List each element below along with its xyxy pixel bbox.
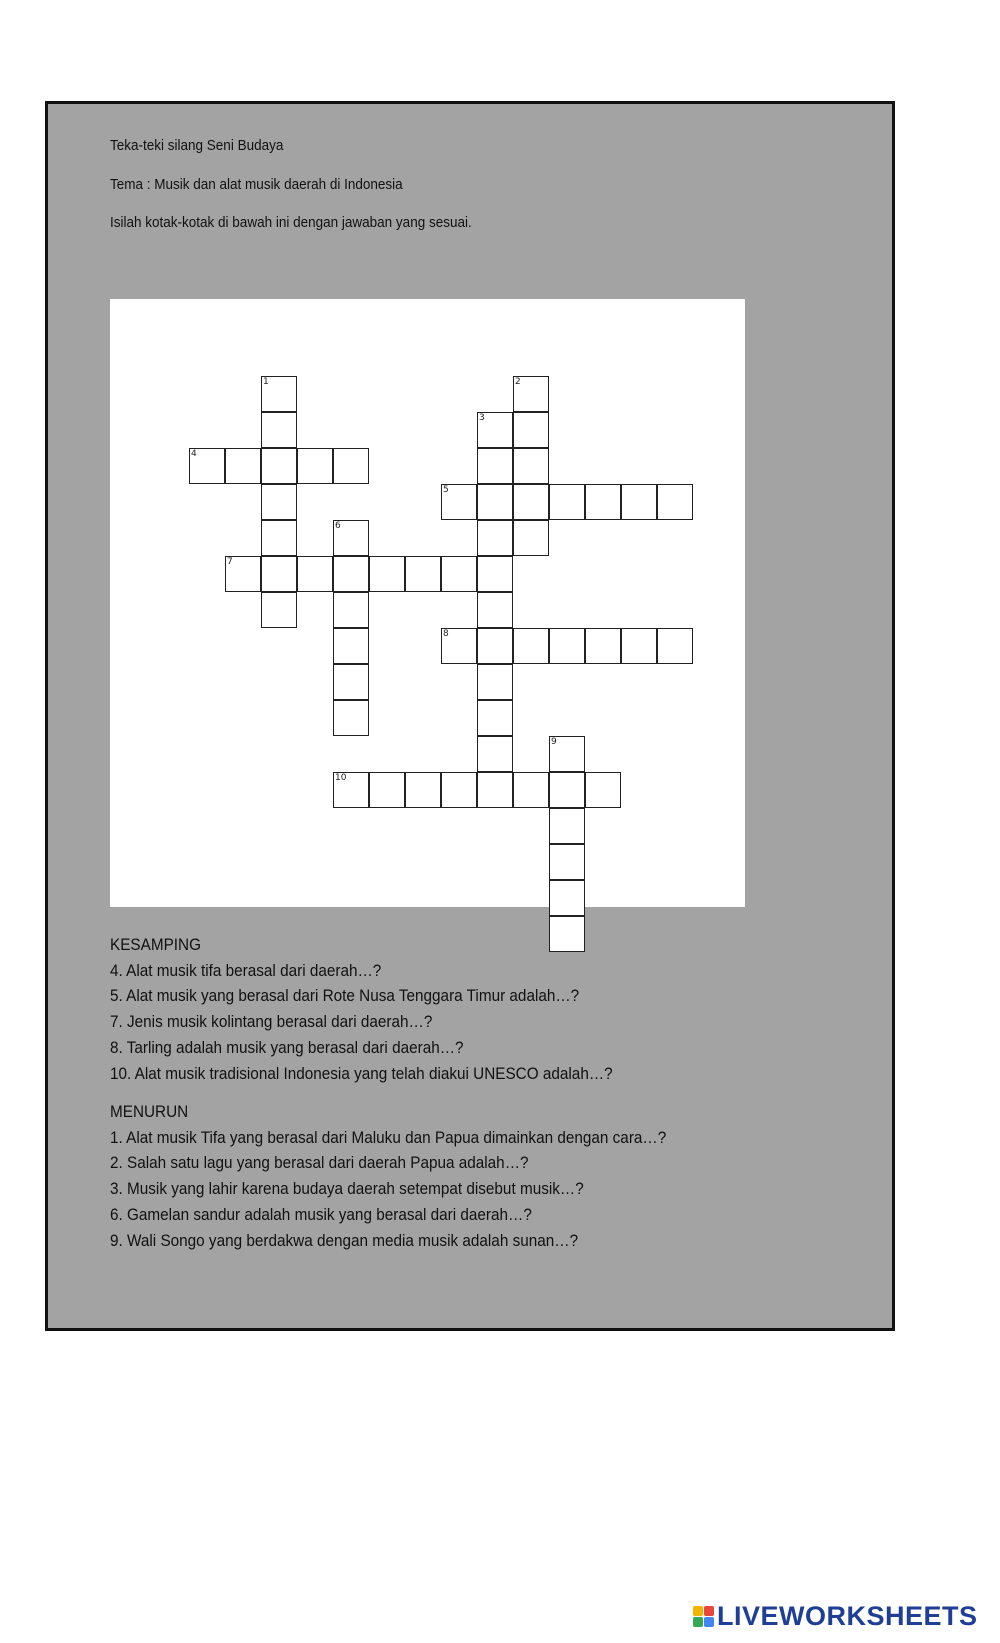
crossword-cell[interactable]	[585, 772, 621, 808]
crossword-cell[interactable]	[621, 628, 657, 664]
across-clue-5: 5. Alat musik yang berasal dari Rote Nusa Tenggara Timur adalah…?	[110, 986, 580, 1006]
crossword-cell[interactable]	[477, 700, 513, 736]
crossword-cell[interactable]	[189, 448, 225, 484]
across-clue-7: 7. Jenis musik kolintang berasal dari daerah…?	[110, 1012, 433, 1032]
crossword-cell[interactable]	[477, 484, 513, 520]
crossword-cell[interactable]	[225, 556, 261, 592]
worksheet-theme: Tema : Musik dan alat musik daerah di Indonesia	[110, 176, 403, 193]
crossword-cell[interactable]	[513, 484, 549, 520]
crossword-cell[interactable]	[261, 556, 297, 592]
crossword-cell[interactable]	[333, 556, 369, 592]
crossword-cell[interactable]	[549, 844, 585, 880]
clue-number-4: 4	[191, 449, 197, 459]
crossword-cell[interactable]	[549, 772, 585, 808]
crossword-cell[interactable]	[333, 592, 369, 628]
crossword-cell[interactable]	[657, 484, 693, 520]
crossword-cell[interactable]	[513, 772, 549, 808]
crossword-cell[interactable]	[549, 880, 585, 916]
clue-number-10: 10	[335, 773, 347, 783]
crossword-cell[interactable]	[441, 628, 477, 664]
crossword-cell[interactable]	[477, 520, 513, 556]
crossword-cell[interactable]	[513, 628, 549, 664]
across-heading: KESAMPING	[110, 935, 201, 954]
down-clue-6: 6. Gamelan sandur adalah musik yang berasal dari daerah…?	[110, 1204, 532, 1224]
crossword-cell[interactable]	[261, 592, 297, 628]
liveworksheets-logo	[693, 1602, 978, 1630]
crossword-cell[interactable]	[477, 628, 513, 664]
down-heading: MENURUN	[110, 1102, 189, 1121]
crossword-cell[interactable]	[513, 376, 549, 412]
crossword-grid	[110, 299, 745, 907]
crossword-cell[interactable]	[405, 556, 441, 592]
crossword-cell[interactable]	[513, 412, 549, 448]
clue-number-1: 1	[263, 377, 269, 387]
crossword-cell[interactable]	[477, 736, 513, 772]
crossword-cell[interactable]	[477, 592, 513, 628]
crossword-cell[interactable]	[369, 772, 405, 808]
crossword-cell[interactable]	[261, 448, 297, 484]
crossword-cell[interactable]	[297, 556, 333, 592]
crossword-cell[interactable]	[477, 664, 513, 700]
brand-name: LIVEWORKSHEETS	[717, 1600, 978, 1631]
across-clue-10: 10. Alat musik tradisional Indonesia yang telah diakui UNESCO adalah…?	[110, 1063, 613, 1083]
down-clue-9: 9. Wali Songo yang berdakwa dengan media musik adalah sunan…?	[110, 1230, 579, 1250]
worksheet-instruction: Isilah kotak-kotak di bawah ini dengan jawaban yang sesuai.	[110, 214, 472, 231]
down-clue-1: 1. Alat musik Tifa yang berasal dari Maluku dan Papua dimainkan dengan cara…?	[110, 1127, 667, 1147]
crossword-cell[interactable]	[657, 628, 693, 664]
worksheet-title: Teka-teki silang Seni Budaya	[110, 137, 284, 154]
crossword-cell[interactable]	[585, 628, 621, 664]
down-clue-2: 2. Salah satu lagu yang berasal dari daerah Papua adalah…?	[110, 1153, 529, 1173]
crossword-cell[interactable]	[333, 628, 369, 664]
down-clue-3: 3. Musik yang lahir karena budaya daerah setempat disebut musik…?	[110, 1179, 584, 1199]
crossword-cell[interactable]	[621, 484, 657, 520]
crossword-cell[interactable]	[261, 520, 297, 556]
clue-number-3: 3	[479, 413, 485, 423]
crossword-cell[interactable]	[549, 484, 585, 520]
across-clues	[110, 932, 613, 1086]
clue-number-5: 5	[443, 485, 449, 495]
crossword-cell[interactable]	[405, 772, 441, 808]
crossword-cell[interactable]	[513, 520, 549, 556]
clue-number-2: 2	[515, 377, 521, 387]
crossword-cell[interactable]	[477, 556, 513, 592]
clue-number-6: 6	[335, 521, 341, 531]
logo-icon	[693, 1606, 714, 1627]
crossword-cell[interactable]	[441, 484, 477, 520]
crossword-cell[interactable]	[441, 772, 477, 808]
crossword-cell[interactable]	[549, 628, 585, 664]
crossword-cell[interactable]	[261, 412, 297, 448]
clue-number-7: 7	[227, 557, 233, 567]
clue-number-8: 8	[443, 629, 449, 639]
down-clues	[110, 1099, 666, 1253]
crossword-cell[interactable]	[333, 772, 369, 808]
crossword-cell[interactable]	[549, 808, 585, 844]
crossword-cell[interactable]	[441, 556, 477, 592]
crossword-cell[interactable]	[261, 376, 297, 412]
crossword-cell[interactable]	[585, 484, 621, 520]
clue-number-9: 9	[551, 737, 557, 747]
crossword-cell[interactable]	[369, 556, 405, 592]
crossword-cell[interactable]	[549, 736, 585, 772]
across-clue-4: 4. Alat musik tifa berasal dari daerah…?	[110, 960, 382, 980]
crossword-cell[interactable]	[333, 520, 369, 556]
across-clue-8: 8. Tarling adalah musik yang berasal dari daerah…?	[110, 1037, 464, 1057]
crossword-cell[interactable]	[477, 412, 513, 448]
crossword-cell[interactable]	[333, 448, 369, 484]
crossword-cell[interactable]	[261, 484, 297, 520]
crossword-cell[interactable]	[477, 772, 513, 808]
crossword-cell[interactable]	[333, 664, 369, 700]
crossword-cell[interactable]	[297, 448, 333, 484]
crossword-cell[interactable]	[477, 448, 513, 484]
crossword-cell[interactable]	[513, 448, 549, 484]
worksheet-panel	[45, 101, 895, 1331]
crossword-cell[interactable]	[333, 700, 369, 736]
crossword-cell[interactable]	[225, 448, 261, 484]
